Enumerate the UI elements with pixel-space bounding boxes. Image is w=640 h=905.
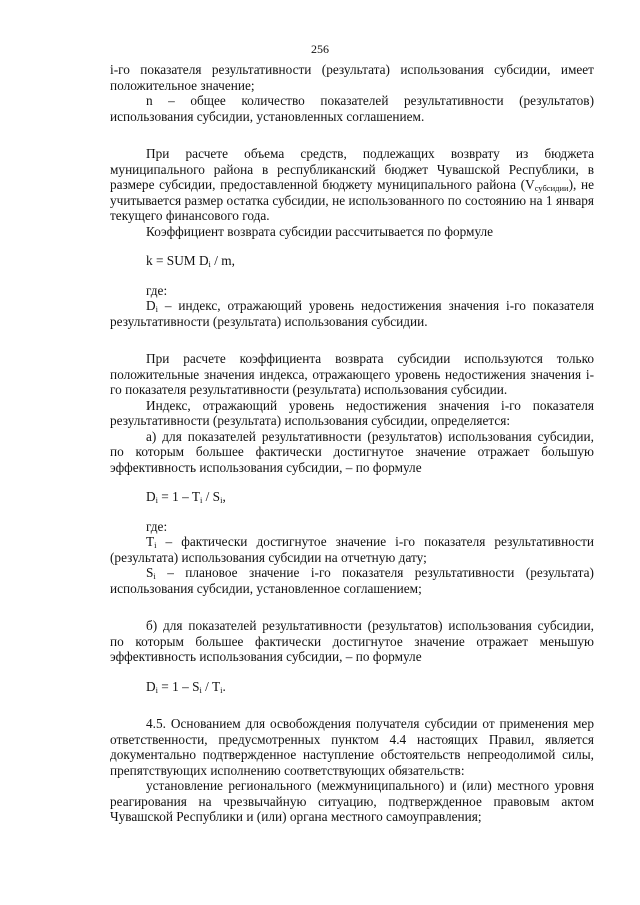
ti-text: – фактически достигнутое значение i-го показателя результативности (результата) использования субсидии на отчетную дату; <box>110 534 594 565</box>
si-symbol: S <box>146 565 154 580</box>
paragraph-case-a: а) для показателей результативности (результатов) использования субсидии, по которым большее фактически достигнутое значение отражает большую эффективность использования субсидии, – по формуле <box>110 428 594 475</box>
paragraph-si-definition <box>110 565 594 596</box>
si-text: – плановое значение i-го показателя результативности (результата) использования субсидии, установленное соглашением; <box>110 565 594 596</box>
formula-a-part-c: / S <box>202 489 221 504</box>
paragraph-4-5: 4.5. Основанием для освобождения получателя субсидии от применения мер ответственности, предусмотренных пунктом 4.4 настоящих Правил, является документально подтвержденное наступление обстоятельств непреодолимой силы, препятствующих исполнению соответствующих обязательств: <box>110 716 594 778</box>
formula-a-part-b: = 1 – T <box>157 489 200 504</box>
formula-a-part-d: , <box>222 489 226 504</box>
formula-b-part-c: / T <box>201 678 221 694</box>
paragraph-di-definition <box>110 298 594 329</box>
paragraph-n-definition: n – общее количество показателей результативности (результатов) использования субсидии, установленных соглашением. <box>110 93 594 124</box>
di-symbol: D <box>146 298 156 313</box>
formula-b-sub-1: i <box>155 684 158 695</box>
paragraph-case-b: б) для показателей результативности (результатов) использования субсидии, по которым большее фактически достигнутое значение отражает меньшую эффективность использования субсидии, – по формуле <box>110 618 594 664</box>
formula-k-subscript: i <box>208 259 211 269</box>
si-subscript: i <box>153 571 156 581</box>
where-label-1: где: <box>146 282 168 298</box>
formula-k-part-a: k = SUM D <box>146 253 209 268</box>
formula-a-sub-3: i <box>220 495 223 505</box>
where-label-2: где: <box>146 518 168 534</box>
paragraph-coefficient-intro: Коэффициент возврата субсидии рассчитывается по формуле <box>146 223 494 239</box>
formula-a-sub-1: i <box>155 495 158 505</box>
ti-subscript: i <box>154 540 157 550</box>
di-subscript: i <box>155 304 158 314</box>
paragraph-positive-values: При расчете коэффициента возврата субсидии используются только положительные значения индекса, отражающего уровень недостижения значения i-го показателя результативности (результата) использования субсидии. <box>110 351 594 397</box>
formula-b-sub-3: i <box>220 684 223 695</box>
document-body <box>110 62 594 825</box>
formula-b-part-a: D <box>146 678 156 694</box>
ti-symbol: T <box>146 534 155 549</box>
paragraph-index-determined: Индекс, отражающий уровень недостижения значения i-го показателя результативности (результата) использования субсидии, определяется: <box>110 397 594 428</box>
paragraph-volume-calculation <box>110 146 594 224</box>
subscript-subsidy: субсидии <box>534 183 569 193</box>
paragraph-volume-text-a: При расчете объема средств, подлежащих возврату из бюджета муниципального района в республиканский бюджет Чувашской Республики, в размере субсидии, предоставленной бюджету муниципального района (V <box>110 146 594 192</box>
paragraph-1: i-го показателя результативности (результата) использования субсидии, имеет положительное значение; <box>110 62 594 93</box>
paragraph-emergency-level: установление регионального (межмуниципального) и (или) местного уровня реагирования на чрезвычайную ситуацию, подтвержденное правовым актом Чувашской Республики и (или) органа местного самоуправления; <box>110 778 594 824</box>
formula-di-b <box>110 679 594 695</box>
formula-k <box>110 253 594 269</box>
formula-b-part-d: . <box>222 678 226 694</box>
formula-a-sub-2: i <box>199 495 203 505</box>
formula-a-part-a: D <box>146 489 156 504</box>
paragraph-volume-text-b: ), не учитывается размер остатка субсидии, не использованного по состоянию на 1 января текущего финансового года. <box>110 177 594 223</box>
formula-di-a <box>110 489 594 505</box>
page-number: 256 <box>311 42 329 56</box>
formula-b-sub-2: i <box>199 684 202 695</box>
paragraph-ti-definition <box>110 534 594 565</box>
formula-b-part-b: = 1 – S <box>157 678 200 694</box>
formula-k-part-b: / m, <box>210 253 235 268</box>
di-text: – индекс, отражающий уровень недостижения значения i-го показателя результативности (результата) использования субсидии. <box>110 298 594 329</box>
